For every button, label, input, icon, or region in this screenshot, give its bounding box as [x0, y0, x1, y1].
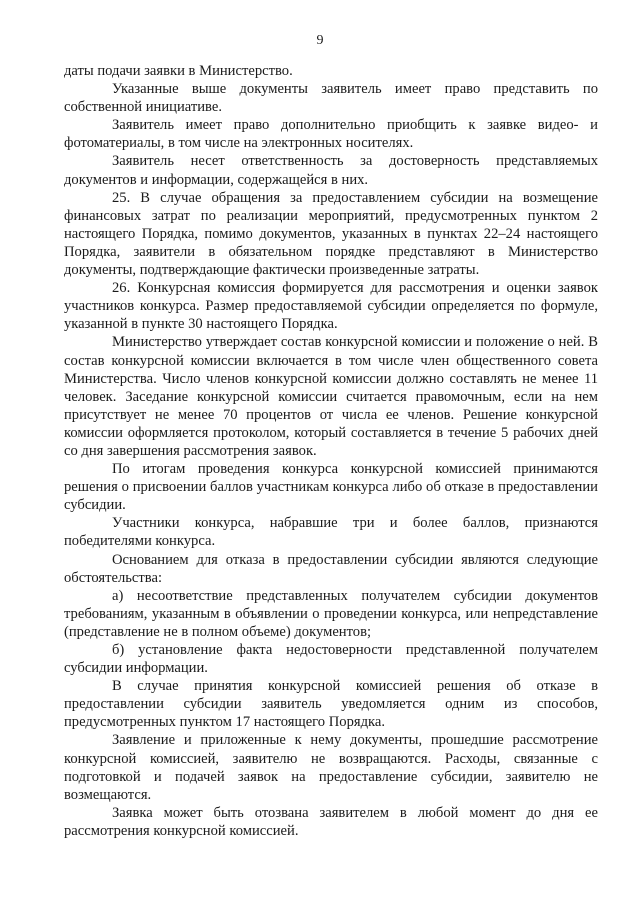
page-number: 9	[316, 33, 324, 48]
paragraph: Заявитель несет ответственность за достоверность представляемых документов и информации, содержащейся в них.	[64, 153, 598, 188]
paragraph: Основанием для отказа в предоставлении субсидии являются следующие обстоятельства:	[64, 551, 598, 586]
paragraph: даты подачи заявки в Министерство.	[64, 63, 293, 79]
paragraph-clause-25: 25. В случае обращения за предоставлением субсидии на возмещение финансовых затрат по реализации мероприятий, предусмотренных пунктом 2 настоящего Порядка, помимо документов, указанных в пунктах 22–24 настоящего Порядка, заявители в обязательном порядке представляют в Министерство документы, подтверждающие фактически произведенные затраты.	[64, 189, 598, 279]
paragraph: Министерство утверждает состав конкурсной комиссии и положение о ней. В состав конкурсной комиссии включается в том числе член общественного совета Министерства. Число членов конкурсной комиссии должно составлять не менее 11 человек. Заседание конкурсной комиссии считается правомочным, если на нем присутствует не менее 70 процентов от числа ее членов. Решение конкурсной комиссии оформляется протоколом, который составляется в течение 5 рабочих дней со дня завершения рассмотрения заявок.	[64, 334, 598, 459]
paragraph-clause-26: 26. Конкурсная комиссия формируется для рассмотрения и оценки заявок участников конкурса. Размер предоставляемой субсидии определяется по формуле, указанной в пункте 30 настоящего Порядка.	[64, 280, 598, 333]
paragraph: Указанные выше документы заявитель имеет право представить по собственной инициативе.	[64, 81, 598, 116]
paragraph: Заявка может быть отозвана заявителем в любой момент до дня ее рассмотрения конкурсной комиссией.	[64, 804, 598, 839]
list-item-a: а) несоответствие представленных получателем субсидии документов требованиям, указанным в объявлении о проведении конкурса, или непредставление (представление не в полном объеме) документов;	[64, 587, 598, 640]
paragraph: В случае принятия конкурсной комиссией решения об отказе в предоставлении субсидии заявитель уведомляется одним из способов, предусмотренных пунктом 17 настоящего Порядка.	[64, 678, 598, 731]
list-item-b: б) установление факта недостоверности представленной получателем субсидии информации.	[64, 642, 598, 677]
paragraph: Участники конкурса, набравшие три и более баллов, признаются победителями конкурса.	[64, 515, 598, 550]
document-body	[64, 62, 598, 840]
paragraph: Заявитель имеет право дополнительно приобщить к заявке видео- и фотоматериалы, в том числе на электронных носителях.	[64, 117, 598, 152]
paragraph: Заявление и приложенные к нему документы, прошедшие рассмотрение конкурсной комиссией, заявителю не возвращаются. Расходы, связанные с подготовкой и подачей заявок на предоставление субсидии, заявителю не возмещаются.	[64, 732, 598, 803]
paragraph: По итогам проведения конкурса конкурсной комиссией принимаются решения о присвоении баллов участникам конкурса либо об отказе в предоставлении субсидии.	[64, 461, 598, 514]
